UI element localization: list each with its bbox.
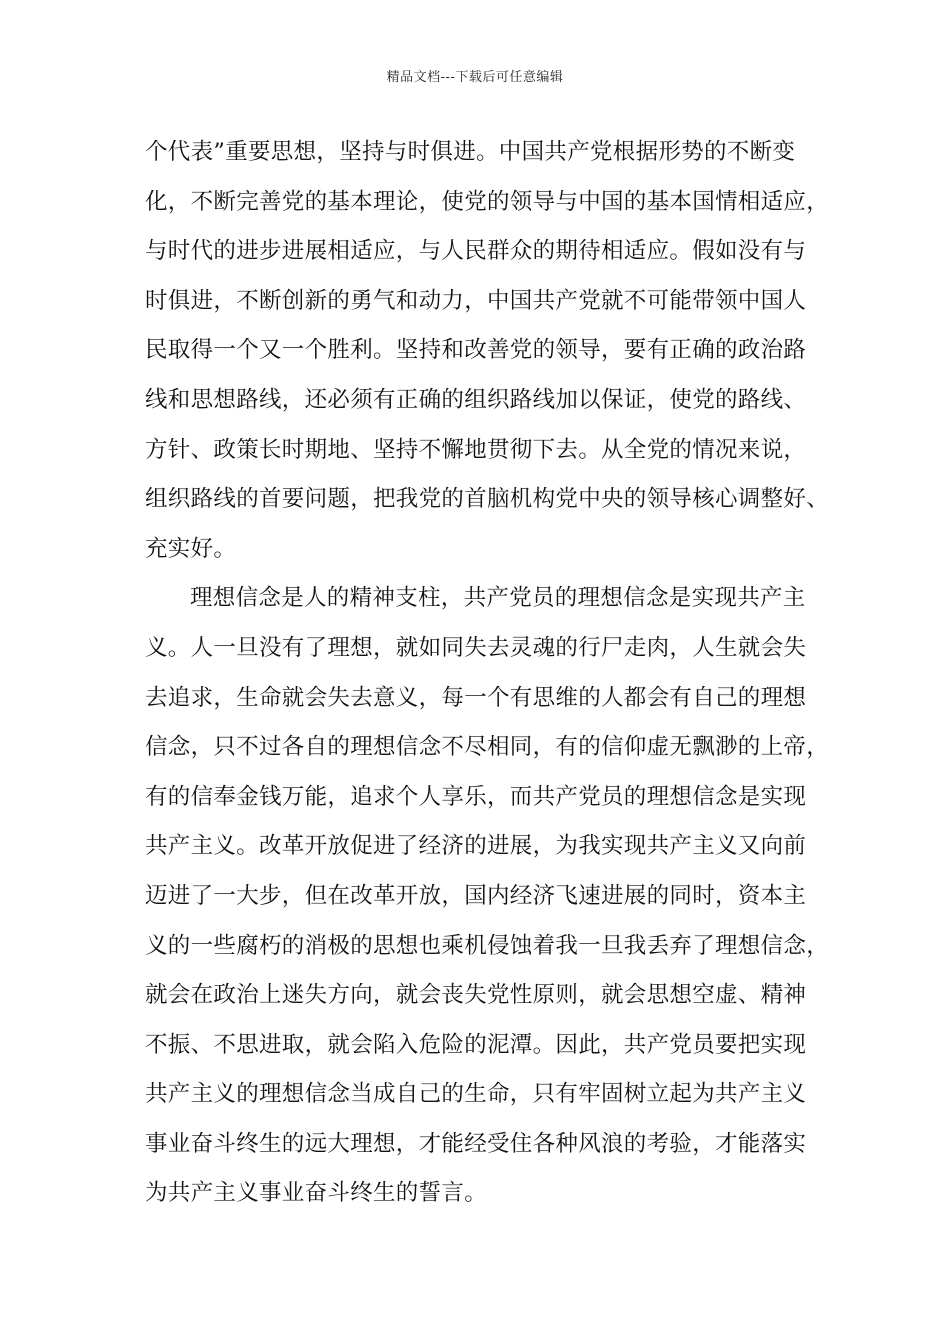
- text-line-indented: 理想信念是人的精神支柱，共产党员的理想信念是实现共产主: [190, 585, 806, 612]
- text-line: 为共产主义事业奋斗终生的誓言。: [145, 1180, 488, 1207]
- text-line: 个代表”重要思想，坚持与时俱进。中国共产党根据形势的不断变: [145, 139, 796, 165]
- text-line: 时俱进，不断创新的勇气和动力，中国共产党就不可能带领中国人: [145, 287, 807, 314]
- text-line: 与时代的进步进展相适应，与人民群众的期待相适应。假如没有与: [145, 238, 807, 265]
- text-line: 迈进了一大步，但在改革开放，国内经济飞速进展的同时，资本主: [145, 882, 807, 909]
- text-line: 义。人一旦没有了理想，就如同失去灵魂的行尸走肉，人生就会失: [145, 634, 807, 661]
- text-line: 方针、政策长时期地、坚持不懈地贯彻下去。从全党的情况来说，: [145, 436, 807, 463]
- text-line: 去追求，生命就会失去意义，每一个有思维的人都会有自己的理想: [145, 684, 807, 711]
- text-line: 信念，只不过各自的理想信念不尽相同，有的信仰虚无飘渺的上帝，: [145, 734, 830, 761]
- text-line: 线和思想路线，还必须有正确的组织路线加以保证，使党的路线、: [145, 386, 807, 413]
- text-line: 有的信奉金钱万能，追求个人享乐，而共产党员的理想信念是实现: [145, 783, 807, 810]
- text-line: 充实好。: [145, 535, 237, 562]
- document-body: [145, 128, 830, 1219]
- text-line: 组织路线的首要问题，把我党的首脑机构党中央的领导核心调整好、: [145, 486, 830, 513]
- text-line: 民取得一个又一个胜利。坚持和改善党的领导，要有正确的政治路: [145, 337, 807, 364]
- text-line: 义的一些腐朽的消极的思想也乘机侵蚀着我一旦我丢弃了理想信念，: [145, 932, 830, 959]
- text-line: 事业奋斗终生的远大理想，才能经受住各种风浪的考验，才能落实: [145, 1130, 807, 1157]
- text-line: 不振、不思进取，就会陷入危险的泥潭。因此，共产党员要把实现: [145, 1031, 807, 1058]
- paragraph-1: [145, 128, 830, 574]
- paragraph-2: [145, 574, 830, 1219]
- text-line: 共产主义的理想信念当成自己的生命，只有牢固树立起为共产主义: [145, 1081, 807, 1108]
- text-line: 共产主义。改革开放促进了经济的进展，为我实现共产主义又向前: [145, 833, 807, 860]
- text-line: 就会在政治上迷失方向，就会丧失党性原则，就会思想空虚、精神: [145, 982, 807, 1009]
- page-header: 精品文档---下载后可任意编辑: [386, 70, 564, 85]
- text-line: 化，不断完善党的基本理论，使党的领导与中国的基本国情相适应，: [145, 188, 830, 215]
